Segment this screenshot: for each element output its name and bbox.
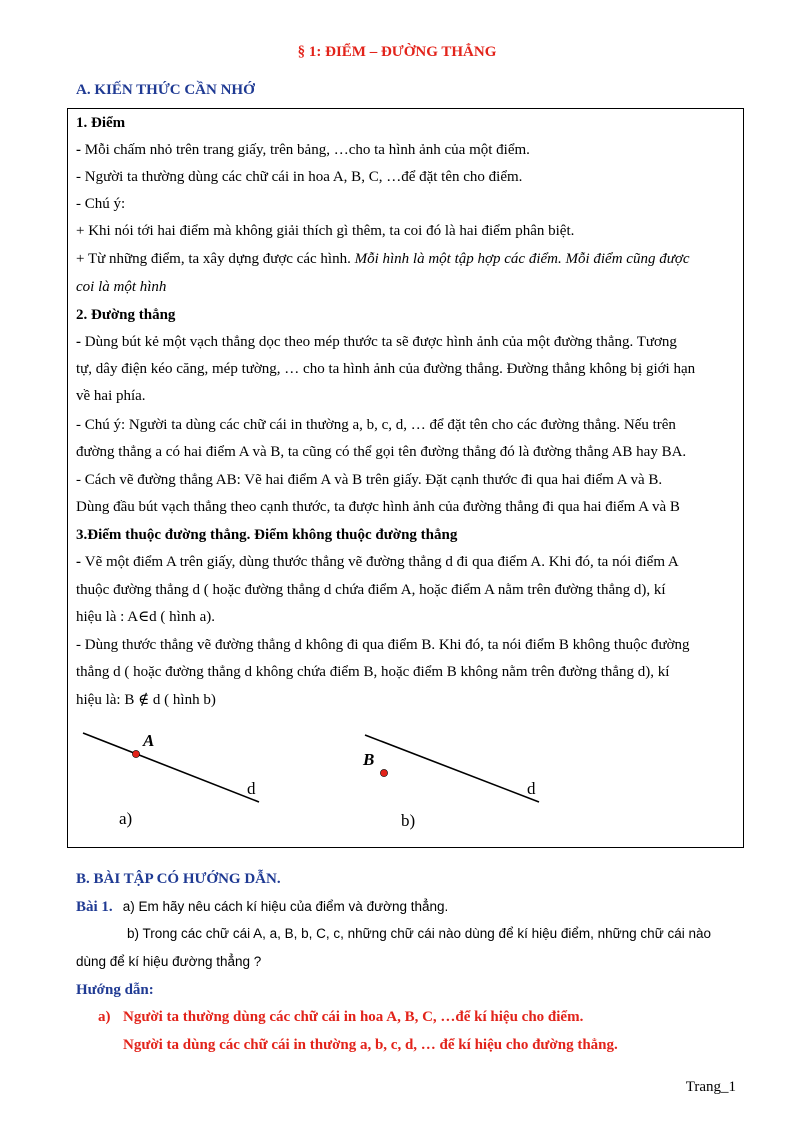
section-a-heading: A. KIẾN THỨC CẦN NHỚ xyxy=(76,82,255,98)
page-title: § 1: ĐIỂM – ĐƯỜNG THẲNG xyxy=(297,44,497,60)
point-b xyxy=(380,769,387,776)
s2-line-4: - Chú ý: Người ta dùng các chữ cái in thường a, b, c, d, … để đặt tên cho các đường thẳng. Nếu trên xyxy=(76,417,676,433)
s2-line-6: - Cách vẽ đường thẳng AB: Vẽ hai điểm A và B trên giấy. Đặt cạnh thước đi qua hai điểm A và B. xyxy=(76,472,663,488)
s3-line-4: - Dùng thước thẳng vẽ đường thẳng d không đi qua điểm B. Khi đó, ta nói điểm B không thuộc đường xyxy=(76,637,690,653)
bai1-line-b2: dùng để kí hiệu đường thẳng ? xyxy=(76,954,262,969)
answer-marker: a) xyxy=(98,1009,111,1025)
s1-line-3: - Chú ý: xyxy=(76,196,126,212)
bai1-line-a: Bài 1. a) Em hãy nêu cách kí hiệu của điểm và đường thẳng. xyxy=(76,899,449,915)
answer-line-2: Người ta dùng các chữ cái in thường a, b, c, d, … để kí hiệu cho đường thẳng. xyxy=(123,1037,618,1053)
s3-line-6: hiệu là: B ∉ d ( hình b) xyxy=(76,692,216,708)
s3-line-3: hiệu là : A∈d ( hình a). xyxy=(76,609,215,625)
section-b-heading: B. BÀI TẬP CÓ HƯỚNG DẪN. xyxy=(76,871,281,887)
line-d-label-b: d xyxy=(527,779,536,798)
s2-line-5: đường thẳng a có hai điểm A và B, ta cũng có thể gọi tên đường thẳng đó là đường thẳng AB hay BA. xyxy=(76,444,687,460)
figure-a xyxy=(83,731,259,828)
point-line-figures xyxy=(67,720,587,838)
s2-line-7: Dùng đầu bút vạch thẳng theo cạnh thước, ta được hình ảnh của đường thẳng đi qua hai điểm A và B xyxy=(76,499,680,515)
heading-duong-thang: 2. Đường thẳng xyxy=(76,307,176,323)
page-number: Trang_1 xyxy=(685,1079,736,1095)
figure-b xyxy=(362,735,539,830)
s1-line-2: - Người ta thường dùng các chữ cái in hoa A, B, C, …để đặt tên cho điểm. xyxy=(76,169,523,185)
s1-line-5: + Từ những điểm, ta xây dựng được các hình. Mỗi hình là một tập hợp các điểm. Mỗi điểm cũng được xyxy=(76,251,690,267)
s3-line-1: - Vẽ một điểm A trên giấy, dùng thước thẳng vẽ đường thẳng d đi qua điểm A. Khi đó, ta nói điểm A xyxy=(76,554,679,570)
answer-line-1: Người ta thường dùng các chữ cái in hoa A, B, C, …để kí hiệu cho điểm. xyxy=(123,1009,584,1025)
line-d-label-a: d xyxy=(247,779,256,798)
line-d-b xyxy=(365,735,539,802)
s1-line-1: - Mỗi chấm nhỏ trên trang giấy, trên bảng, …cho ta hình ảnh của một điểm. xyxy=(76,142,530,158)
heading-diem: 1. Điểm xyxy=(76,115,126,131)
s1-line-4: + Khi nói tới hai điểm mà không giải thích gì thêm, ta coi đó là hai điểm phân biệt. xyxy=(76,223,575,239)
bai1-line-b1: b) Trong các chữ cái A, a, B, b, C, c, những chữ cái nào dùng để kí hiệu điểm, những chữ cái nào xyxy=(127,926,712,941)
s1-line-6: coi là một hình xyxy=(76,279,167,295)
point-a-label: A xyxy=(143,731,155,750)
s2-line-2: tự, dây điện kéo căng, mép tường, … cho ta hình ảnh của đường thẳng. Đường thẳng không bị giới hạn xyxy=(76,361,696,377)
point-a xyxy=(132,750,139,757)
caption-a: a) xyxy=(119,809,133,828)
line-d-a xyxy=(83,733,259,802)
huong-dan-heading: Hướng dẫn: xyxy=(76,982,154,998)
point-b-label: B xyxy=(363,750,375,769)
caption-b: b) xyxy=(401,811,416,830)
heading-diem-thuoc: 3.Điểm thuộc đường thẳng. Điểm không thuộc đường thẳng xyxy=(76,527,458,543)
s2-line-3: về hai phía. xyxy=(76,388,146,404)
s3-line-2: thuộc đường thẳng d ( hoặc đường thẳng d chứa điểm A, hoặc điểm A nằm trên đường thẳng d), kí xyxy=(76,582,666,598)
s2-line-1: - Dùng bút kẻ một vạch thẳng dọc theo mép thước ta sẽ được hình ảnh của một đường thẳng. Tương xyxy=(76,334,677,350)
s3-line-5: thẳng d ( hoặc đường thẳng d không chứa điểm B, hoặc điểm B không nằm trên đường thẳng d), kí xyxy=(76,664,670,680)
